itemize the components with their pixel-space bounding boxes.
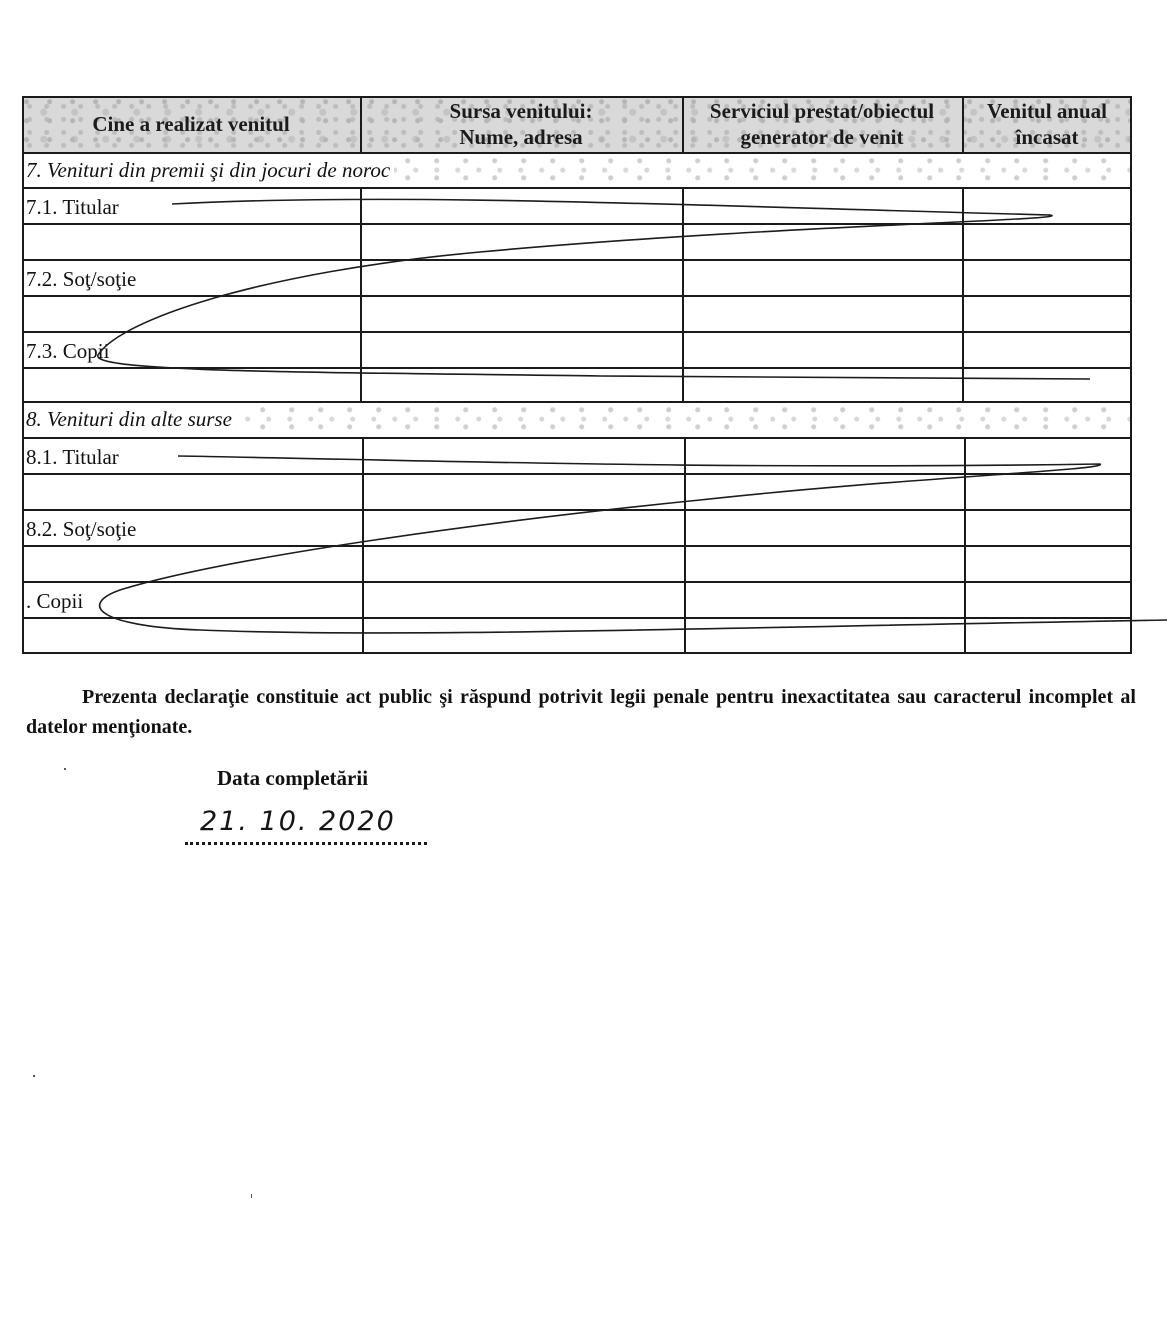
section-row-7: [22, 152, 1132, 187]
row-label: 7.2. Soţ/soţie: [26, 267, 137, 291]
section-title: 7. Venituri din premii şi din jocuri de noroc: [26, 158, 394, 183]
column-divider: [684, 437, 686, 654]
scan-speck: [64, 768, 66, 770]
table-row: [22, 331, 1132, 367]
section-row-8: [22, 401, 1132, 437]
column-divider: [962, 187, 964, 401]
header-cell-source: Sursa venitului: Nume, adresa: [449, 99, 593, 149]
date-label: Data completării: [217, 766, 369, 790]
row-label: 8.2. Soţ/soţie: [26, 517, 137, 541]
column-divider: [360, 96, 362, 152]
column-divider: [964, 437, 966, 654]
row-label: 8.1. Titular: [26, 445, 119, 469]
table-row: [22, 259, 1132, 295]
column-divider: [682, 187, 684, 401]
header-cell-who: Cine a realizat venitul: [92, 112, 290, 136]
column-divider: [682, 96, 684, 152]
scan-speck: [33, 1075, 35, 1077]
row-label: 7.1. Titular: [26, 195, 119, 219]
column-divider: [962, 96, 964, 152]
table-row: [22, 187, 1132, 223]
section-title: 8. Venituri din alte surse: [26, 407, 236, 432]
scan-speck: [251, 1194, 252, 1198]
table-row: [22, 223, 1132, 259]
header-cell-income: Venitul anual încasat: [986, 99, 1108, 149]
date-dotted-line: [185, 834, 427, 845]
legal-statement: Prezenta declaraţie constituie act public şi răspund potrivit legii penale pentru inexactitatea sau caracterul incomplet al datelor menţionate.: [26, 686, 1136, 738]
column-divider: [362, 437, 364, 654]
table-row: [22, 295, 1132, 331]
row-label: . Copii: [26, 589, 84, 613]
table-row: [22, 367, 1132, 401]
header-cell-service: Serviciul prestat/obiectul generator de venit: [709, 99, 935, 149]
date-value: 21. 10. 2020: [200, 806, 396, 837]
income-table: [22, 96, 1132, 654]
row-label: 7.3. Copii: [26, 339, 110, 363]
table-header-row: [22, 96, 1132, 152]
column-divider: [360, 187, 362, 401]
